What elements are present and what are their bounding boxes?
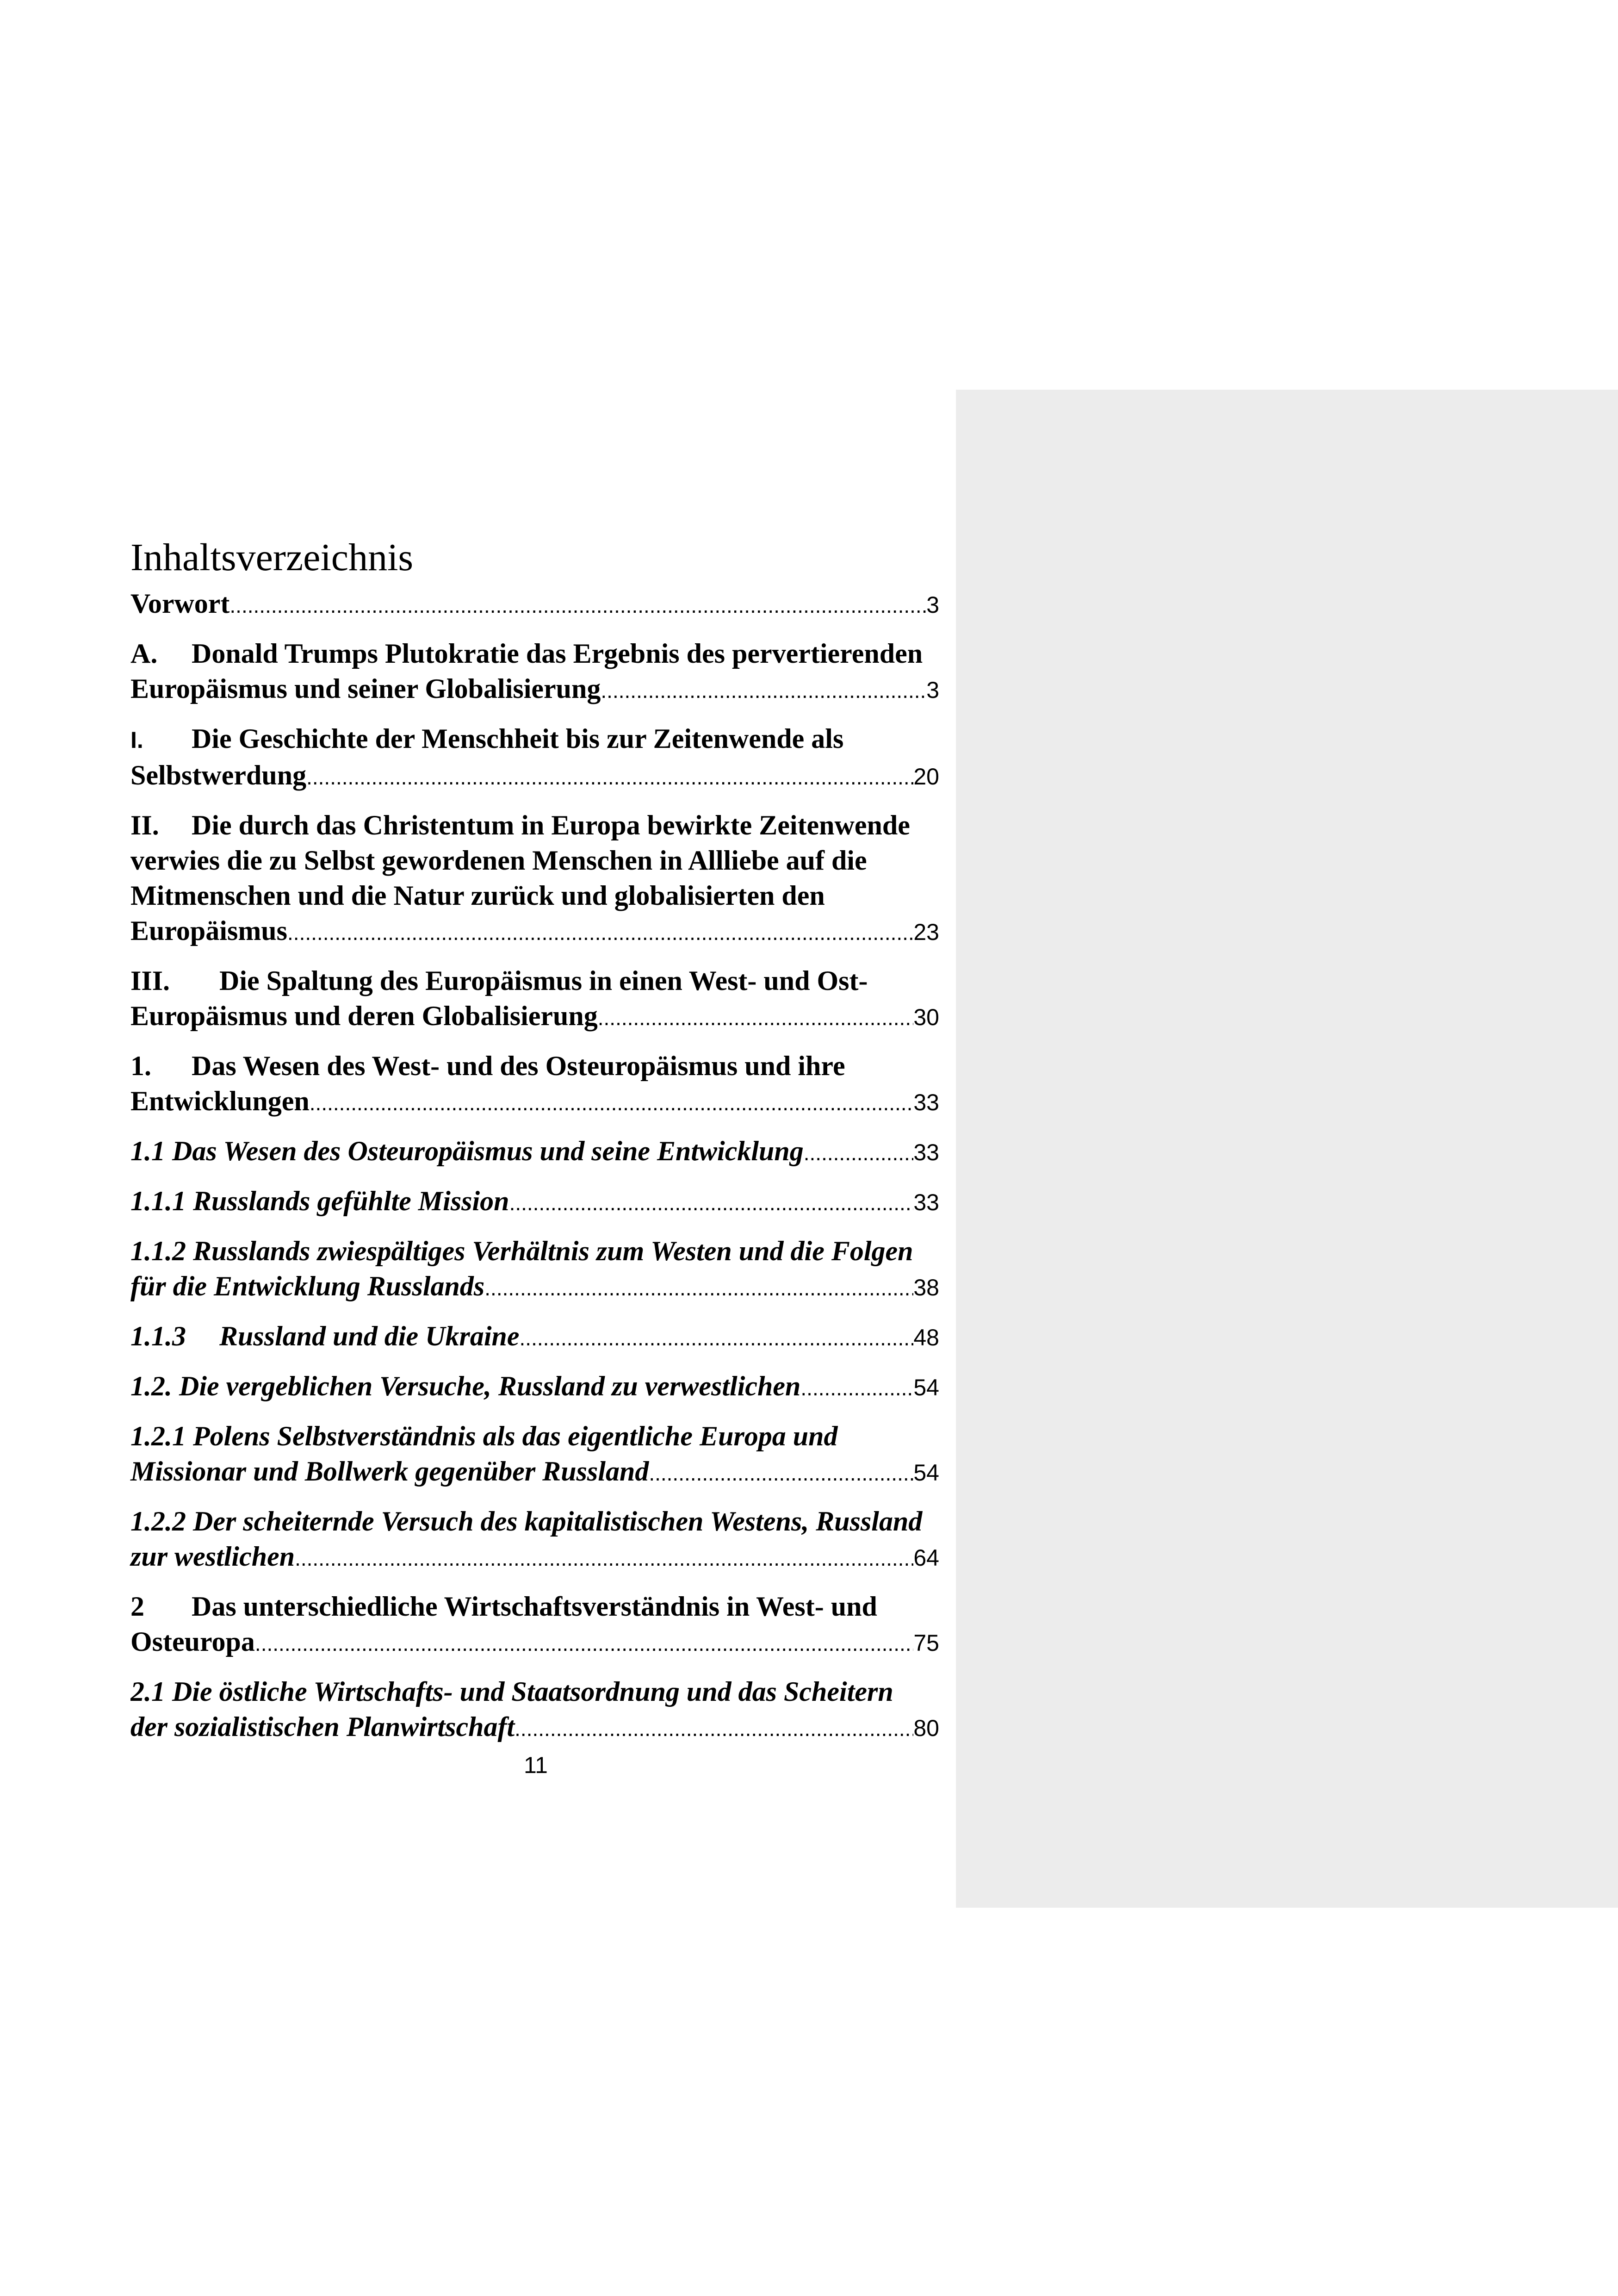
toc-entry-title: 1.2. Die vergeblichen Versuche, Russland zu verwestlichen: [130, 1371, 801, 1401]
toc-entry-title: Die durch das Christentum in Europa bewirkte Zeitenwende: [192, 810, 910, 840]
toc-page-number: 38: [913, 1275, 939, 1300]
dot-leader: [800, 1370, 913, 1406]
toc-entry-vorwort[interactable]: [130, 586, 939, 623]
toc-entry-number: I.: [130, 727, 143, 753]
dot-leader: [509, 1185, 914, 1220]
toc-entry-number: 2: [130, 1591, 144, 1622]
toc-entry-1-2[interactable]: [130, 1369, 939, 1406]
toc-page-number: 80: [913, 1715, 939, 1741]
toc-entry-i[interactable]: [130, 721, 939, 795]
toc-page-number: 3: [926, 592, 939, 618]
toc-entry-1-2-1[interactable]: [130, 1419, 939, 1491]
toc-page-number: 33: [913, 1139, 939, 1165]
toc-entry-1-1-1[interactable]: [130, 1183, 939, 1220]
dot-leader: [515, 1711, 913, 1746]
toc-entry-title: Osteuropa: [130, 1626, 255, 1657]
dot-leader: [649, 1456, 913, 1491]
toc-entry-title: Missionar und Bollwerk gegenüber Russland: [130, 1456, 649, 1487]
toc-entry-number: II.: [130, 810, 159, 840]
toc-entry-number: 1.1.3: [130, 1321, 186, 1351]
toc-page-number: 30: [913, 1004, 939, 1030]
toc-entry-2[interactable]: [130, 1589, 939, 1661]
dot-leader: [229, 588, 926, 623]
toc-entry-1-1-2[interactable]: [130, 1233, 939, 1306]
toc-entry-title: Das unterschiedliche Wirtschaftsverständnis in West- und: [192, 1591, 877, 1622]
toc-page-number: 64: [913, 1545, 939, 1571]
toc-page-number: 75: [913, 1630, 939, 1656]
toc-entry-title: Vorwort: [130, 588, 230, 619]
toc-entry-title: Donald Trumps Plutokratie das Ergebnis des pervertierenden: [192, 638, 923, 669]
dot-leader: [601, 673, 926, 708]
dot-leader: [598, 1000, 914, 1035]
toc-entry-1-1[interactable]: [130, 1133, 939, 1170]
dot-leader: [255, 1626, 913, 1661]
toc-entry-ii[interactable]: [130, 808, 939, 950]
toc-entry-iii[interactable]: [130, 963, 939, 1035]
toc-entry-title: 1.1.2 Russlands zwiespältiges Verhältnis zum Westen und die Folgen: [130, 1236, 913, 1266]
toc-entry-1[interactable]: [130, 1048, 939, 1120]
dot-leader: [520, 1320, 914, 1356]
toc-page-number: 33: [913, 1089, 939, 1115]
toc-entry-title: der sozialistischen Planwirtschaft: [130, 1711, 515, 1742]
toc-page-number: 54: [913, 1375, 939, 1400]
toc-page-number: 48: [913, 1325, 939, 1350]
dot-leader: [804, 1135, 914, 1170]
toc-entry-title: Das Wesen des West- und des Osteuropäismus und ihre: [192, 1051, 845, 1081]
toc-entry-2-1[interactable]: [130, 1674, 939, 1746]
page-number: 11: [524, 1752, 548, 1778]
toc-page-number: 3: [926, 677, 939, 703]
toc-entry-1-2-2[interactable]: [130, 1504, 939, 1576]
toc-page-number: 23: [913, 919, 939, 945]
toc-entry-title: Europäismus: [130, 915, 288, 946]
comment-pane: [956, 390, 1618, 1908]
table-of-contents: [130, 532, 939, 1759]
toc-page-number: 33: [913, 1189, 939, 1215]
dot-leader: [295, 1541, 913, 1576]
toc-entry-number: III.: [130, 965, 170, 996]
toc-entry-title: Die Spaltung des Europäismus in einen West- und Ost-: [219, 965, 868, 996]
toc-entry-title: 2.1 Die östliche Wirtschafts- und Staatsordnung und das Scheitern: [130, 1676, 893, 1707]
toc-page-number: 20: [913, 764, 939, 790]
toc-entry-title: Mitmenschen und die Natur zurück und globalisierten den: [130, 880, 825, 911]
toc-entry-title: 1.1.1 Russlands gefühlte Mission: [130, 1186, 509, 1216]
toc-entry-a[interactable]: [130, 636, 939, 708]
toc-entry-title: Entwicklungen: [130, 1086, 310, 1116]
toc-entry-title: 1.2.2 Der scheiternde Versuch des kapitalistischen Westens, Russland: [130, 1506, 923, 1537]
toc-entry-title: Europäismus und deren Globalisierung: [130, 1001, 598, 1031]
toc-entry-title: verwies die zu Selbst gewordenen Menschen in Allliebe auf die: [130, 845, 867, 876]
toc-entry-number: A.: [130, 638, 158, 669]
toc-entry-title: Europäismus und seiner Globalisierung: [130, 673, 601, 704]
toc-entry-title: für die Entwicklung Russlands: [130, 1271, 485, 1301]
toc-entry-title: 1.1 Das Wesen des Osteuropäismus und seine Entwicklung: [130, 1136, 804, 1166]
dot-leader: [287, 915, 913, 950]
toc-entry-number: 1.: [130, 1051, 151, 1081]
toc-heading: Inhaltsverzeichnis: [130, 536, 414, 579]
toc-entry-title: 1.2.1 Polens Selbstverständnis als das eigentliche Europa und: [130, 1421, 838, 1451]
toc-entry-1-1-3[interactable]: [130, 1319, 939, 1356]
toc-entry-title: Die Geschichte der Menschheit bis zur Zeitenwende als: [192, 723, 844, 754]
toc-entry-title: Russland und die Ukraine: [219, 1321, 520, 1351]
dot-leader: [310, 1085, 914, 1120]
toc-page-number: 54: [913, 1460, 939, 1486]
dot-leader: [306, 759, 913, 795]
dot-leader: [484, 1270, 913, 1306]
toc-entry-title: Selbstwerdung: [130, 760, 307, 790]
toc-entry-title: zur westlichen: [130, 1541, 295, 1572]
